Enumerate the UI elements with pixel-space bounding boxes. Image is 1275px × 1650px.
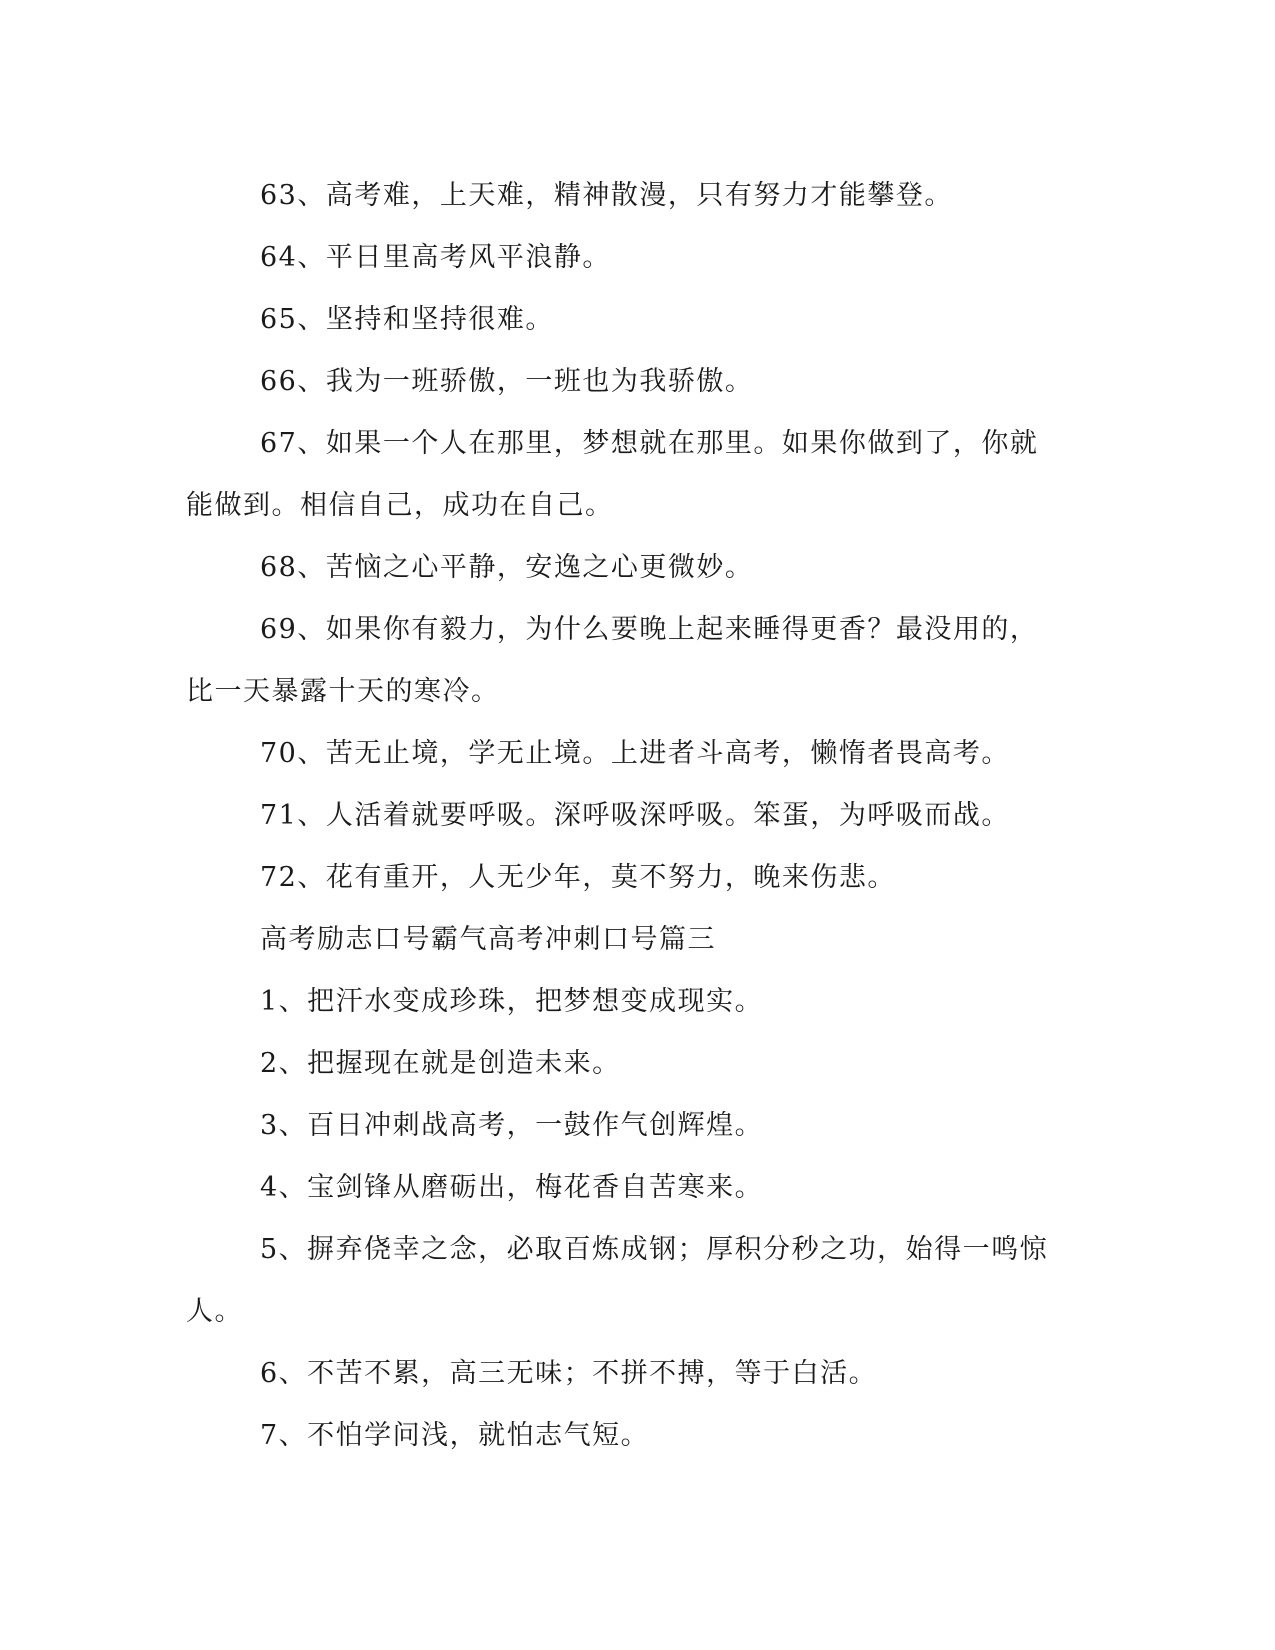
- slogan-item: 70、苦无止境，学无止境。上进者斗高考，懒惰者畏高考。: [260, 738, 1010, 769]
- slogan-item: 4、宝剑锋从磨砺出，梅花香自苦寒来。: [260, 1172, 764, 1203]
- slogan-item: 66、我为一班骄傲，一班也为我骄傲。: [260, 366, 754, 397]
- slogan-item: 3、百日冲刺战高考，一鼓作气创辉煌。: [260, 1110, 764, 1141]
- slogan-item: 71、人活着就要呼吸。深呼吸深呼吸。笨蛋，为呼吸而战。: [260, 800, 1010, 831]
- slogan-item: 65、坚持和坚持很难。: [260, 304, 554, 335]
- slogan-item: 2、把握现在就是创造未来。: [260, 1048, 621, 1079]
- slogan-item: 64、平日里高考风平浪静。: [260, 242, 611, 273]
- slogan-item: 63、高考难，上天难，精神散漫，只有努力才能攀登。: [260, 180, 953, 211]
- section-heading: 高考励志口号霸气高考冲刺口号篇三: [260, 924, 716, 955]
- slogan-item: 6、不苦不累，高三无味；不拼不搏，等于白活。: [260, 1358, 878, 1389]
- slogan-item: 69、如果你有毅力，为什么要晚上起来睡得更香？最没用的，比一天暴露十天的寒冷。: [186, 614, 1039, 707]
- slogan-item: 7、不怕学问浅，就怕志气短。: [260, 1420, 650, 1451]
- slogan-item: 72、花有重开，人无少年，莫不努力，晚来伤悲。: [260, 862, 896, 893]
- slogan-item: 5、摒弃侥幸之念，必取百炼成钢；厚积分秒之功，始得一鸣惊人。: [186, 1234, 1049, 1327]
- slogan-item: 67、如果一个人在那里，梦想就在那里。如果你做到了，你就能做到。相信自己，成功在自己。: [186, 428, 1039, 521]
- slogan-item: 1、把汗水变成珍珠，把梦想变成现实。: [260, 986, 764, 1017]
- slogan-item: 68、苦恼之心平静，安逸之心更微妙。: [260, 552, 754, 583]
- document-body: [186, 165, 1066, 1467]
